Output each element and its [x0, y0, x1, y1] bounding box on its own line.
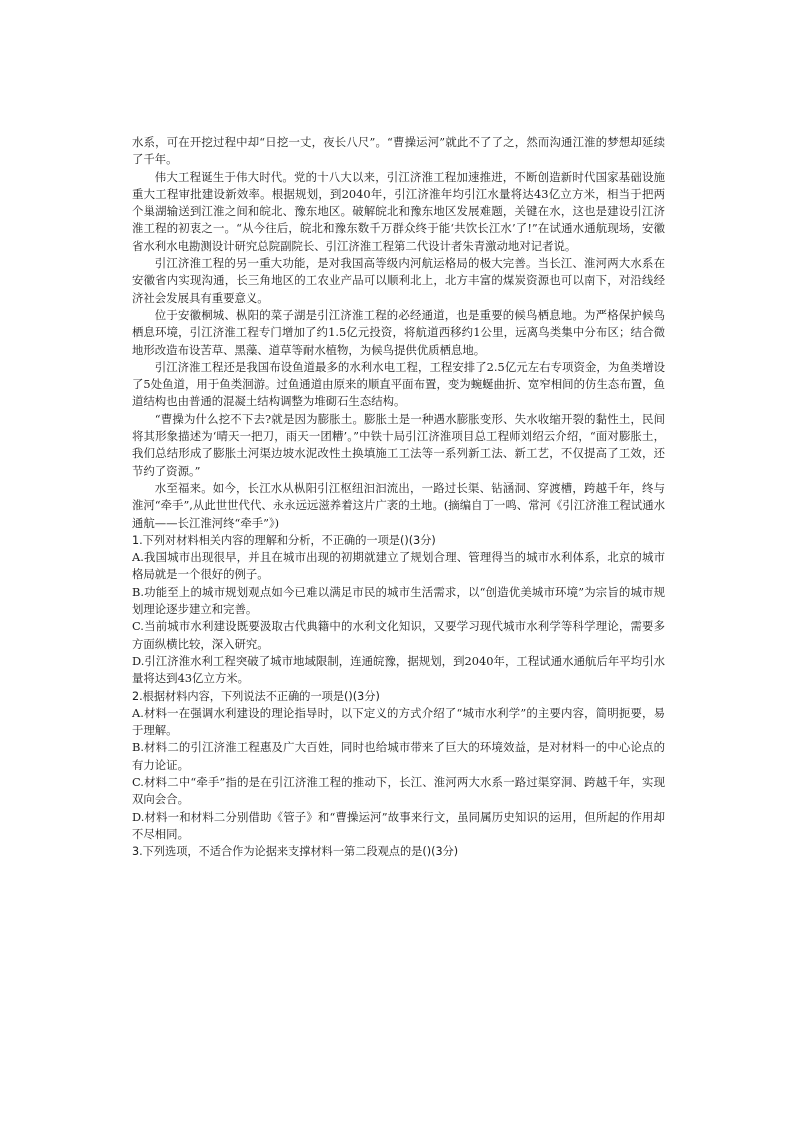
passage-paragraph-5: 引江济淮工程还是我国布设鱼道最多的水利水电工程，工程安排了2.5亿元左右专项资金，为鱼类增设了5处鱼道，用于鱼类洄游。过鱼通道由原来的顺直平面布置，变为蜿蜒曲折、宽窄相间的仿生态布置，鱼道结构也由普通的混凝土结构调整为堆砌石生态结构。 — [132, 359, 665, 409]
passage-paragraph-7: 水至福来。如今，长江水从枞阳引江枢纽汩汩流出，一路过长渠、钻涵洞、穿渡槽，跨越千年，终与淮河“牵手”,从此世世代代、永永远远滋养着这片广袤的土地。(摘编自丁一鸣、常河《引江济淮工程试通水通航——长江淮河终“牵手”》) — [132, 480, 665, 530]
question-2-option-a: A.材料一在强调水利建设的理论指导时，以下定义的方式介绍了“城市水利学”的主要内容，简明扼要，易于理解。 — [132, 705, 665, 738]
question-1-option-a: A.我国城市出现很早，并且在城市出现的初期就建立了规划合理、管理得当的城市水利体系，北京的城市格局就是一个很好的例子。 — [132, 550, 665, 582]
question-2-stem: 2.根据材料内容，下列说法不正确的一项是()(3分) — [132, 689, 380, 703]
question-2-option-c: C.材料二中“牵手”指的是在引江济淮工程的推动下，长江、淮河两大水系一路过渠穿洞、跨越千年，实现双向会合。 — [132, 774, 665, 807]
passage-paragraph-4: 位于安徽桐城、枞阳的菜子湖是引江济淮工程的必经通道，也是重要的候鸟栖息地。为严格保护候鸟栖息环境，引江济淮工程专门增加了约1.5亿元投资，将航道西移约1公里，远离鸟类集中分布区；结合微地形改造布设苦草、黑藻、道草等耐水植物，为候鸟提供优质栖息地。 — [132, 307, 665, 357]
passage-paragraph-3: 引江济淮工程的另一重大功能，是对我国高等级内河航运格局的极大完善。当长江、淮河两大水系在安徽省内实现沟通，长三角地区的工农业产品可以顺利北上，北方丰富的煤炭资源也可以南下，对沿线经济社会发展具有重要意义。 — [132, 256, 665, 305]
question-1-option-c: C.当前城市水利建设既要汲取古代典籍中的水利文化知识，又要学习现代城市水利学等科学理论，需要多方面纵横比较，深入研究。 — [132, 619, 665, 651]
passage-paragraph-6: “曹操为什么挖不下去?就是因为膨胀土。膨胀土是一种遇水膨胀变形、失水收缩开裂的黏性土，民间将其形象描述为‘晴天一把刀，雨天一团糟’。”中铁十局引江济淮项目总工程师刘绍云介绍，“面对膨胀土，我们总结形成了膨胀土河渠边坡水泥改性土换填施工工法等一系列新工法、新工艺，不仅提高了工效，还节约了资源。” — [132, 411, 665, 478]
passage-paragraph-1: 水系，可在开挖过程中却“日挖一丈，夜长八尺”。“曹操运河”就此不了了之，然而沟通江淮的梦想却延续了千年。 — [132, 135, 665, 167]
question-2-option-b: B.材料二的引江济淮工程惠及广大百姓，同时也给城市带来了巨大的环境效益，是对材料一的中心论点的有力论证。 — [132, 740, 665, 772]
question-2-option-d: D.材料一和材料二分别借助《管子》和“曹操运河”故事来行文，虽同属历史知识的运用，但所起的作用却不尽相同。 — [132, 809, 665, 841]
question-1-option-b: B.功能至上的城市规划观点如今已难以满足市民的城市生活需求，以“创造优美城市环境”为宗旨的城市规划理论逐步建立和完善。 — [132, 584, 665, 617]
question-3-stem: 3.下列选项，不适合作为论据来支撑材料一第二段观点的是()(3分) — [132, 845, 459, 859]
question-1-stem: 1.下列对材料相关内容的理解和分析，不正确的一项是()(3分) — [132, 533, 436, 547]
document-page — [132, 134, 665, 860]
passage-paragraph-2: 伟大工程诞生于伟大时代。党的十八大以来，引江济淮工程加速推进，不断创造新时代国家基础设施重大工程审批建设新效率。根据规划，到2040年，引江济淮年均引江水量将达43亿立方米，相当于把两个巢湖输送到江淮之间和皖北、豫东地区。破解皖北和豫东地区发展难题，关键在水，这也是建设引江济淮工程的初衷之一。“从今往后，皖北和豫东数千万群众终于能‘共饮长江水’了!”在试通水通航现场，安徽省水利水电勘测设计研究总院副院长、引江济淮工程第二代设计者朱青激动地对记者说。 — [132, 169, 665, 253]
question-1-option-d: D.引江济淮水利工程突破了城市地域限制，连通皖豫，据规划，到2040年，工程试通水通航后年平均引水量将达到43亿立方米。 — [132, 653, 665, 686]
